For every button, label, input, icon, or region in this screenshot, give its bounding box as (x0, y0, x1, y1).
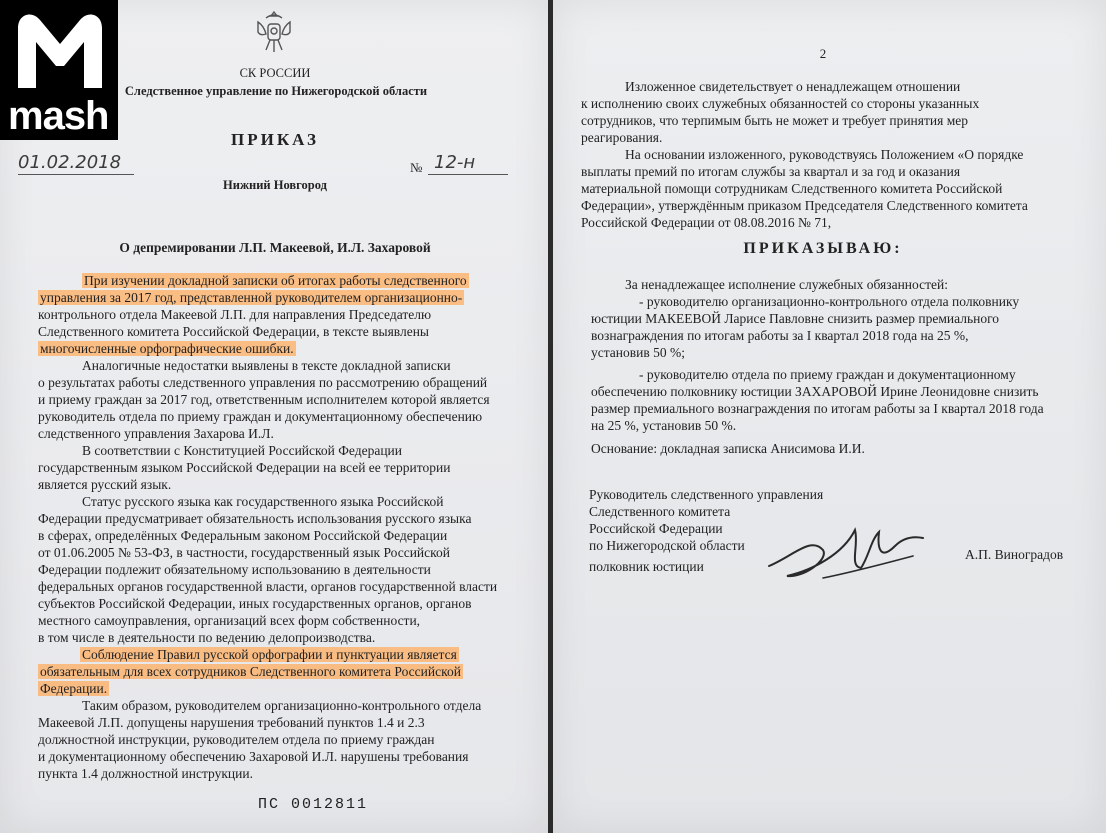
city-name: Нижний Новгород (223, 178, 327, 192)
order-line: - руководителю отдела по приему граждан и документационному (639, 367, 1016, 382)
body-line: управления за 2017 год, представленной руководителем организационно- (40, 290, 463, 305)
mash-logo (0, 0, 118, 140)
handwritten-date: 01.02.2018 (18, 152, 122, 173)
body-line: Федерации подлежит обязательному использованию в деятельности (38, 562, 431, 577)
body-line: в том числе в деятельности по ведению делопроизводства. (38, 630, 376, 645)
body-line: субъектов Российской Федерации, иных государственных органов, органов (38, 596, 472, 611)
order-line: установив 50 %; (591, 345, 685, 360)
body-line: Федерации. (40, 681, 108, 696)
body-line: к исполнению своих служебных обязанностей со стороны указанных (581, 96, 980, 111)
body-line: от 01.06.2005 № 53-ФЗ, в частности, государственный язык Российской (38, 545, 450, 560)
body-line: Макеевой Л.П. допущены нарушения требований пунктов 1.4 и 2.3 (38, 715, 425, 730)
order-heading: ПРИКАЗЫВАЮ: (743, 240, 903, 257)
signer-name: А.П. Виноградов (965, 547, 1064, 562)
body-line: в сферах, определённых Федеральным законом Российской Федерации (38, 528, 448, 543)
body-line: многочисленные орфографические ошибки. (40, 341, 294, 356)
body-line: и документационному обеспечению Захаровой И.Л. нарушены требования (38, 749, 469, 764)
body-line: пункта 1.4 должностной инструкции. (38, 766, 253, 781)
body-line: Следственного комитета Российской Федерации, в тексте выявлены (38, 324, 429, 339)
handwritten-number: 12-н (434, 152, 476, 173)
signer-rank: полковник юстиции (589, 559, 704, 574)
body-line: государственным языком Российской Федерации на всей ее территории (38, 460, 451, 475)
body-line: федеральных органов государственной власти, органов государственной власти (38, 579, 498, 594)
handwritten-signature (763, 516, 933, 588)
body-line: материальной помощи сотрудникам Следственного комитета Российской (581, 181, 1003, 196)
body-line: На основании изложенного, руководствуясь Положением «О порядке (625, 147, 1024, 162)
page-number: 2 (819, 46, 827, 61)
body-line: выплаты премий по итогам службы за квартал и за год и оказания (581, 164, 961, 179)
signature-title-line: Российской Федерации (589, 521, 723, 536)
body-line: В соответствии с Конституцией Российской Федерации (82, 443, 402, 458)
date-underline (18, 174, 134, 175)
number-prefix: № (410, 160, 423, 175)
body-line: о результатах работы следственного управления по рассмотрению обращений (38, 375, 488, 390)
number-underline (428, 174, 508, 175)
body-line: Таким образом, руководителем организационно-контрольного отдела (82, 698, 482, 713)
order-line: - руководителю организационно-контрольного отдела полковнику (639, 294, 1020, 309)
order-line: вознаграждения по итогам работы за I квартал 2018 года на 25 %, (591, 328, 969, 343)
body-line: сотрудников, что терпимым быть не может и требует принятия мер (581, 113, 968, 128)
order-line: За ненадлежащее исполнение служебных обязанностей: (625, 277, 948, 292)
serial-number: ПС 0012811 (258, 796, 369, 813)
department-name: Следственное управление по Нижегородской области (124, 84, 428, 98)
order-line: размер премиального вознаграждения по итогам работы за I квартал 2018 года (591, 401, 1044, 416)
body-line: Федерации», утверждённым приказом Председателя Следственного комитета (581, 198, 1028, 213)
body-line: руководитель отдела по приему граждан и документационному обеспечению (38, 409, 483, 424)
body-line: местного самоуправления, организаций всех форм собственности, (38, 613, 421, 628)
agency-name: СК РОССИИ (239, 66, 311, 80)
body-line: следственного управления Захарова И.Л. (38, 426, 274, 441)
body-line: При изучении докладной записки об итогах работы следственного (84, 273, 467, 288)
body-line: реагирования. (581, 130, 663, 145)
body-line: контрольного отдела Макеевой Л.П. для направления Председателю (38, 307, 432, 322)
body-line: обязательным для всех сотрудников Следственного комитета Российской (40, 664, 461, 679)
body-line: Аналогичные недостатки выявлены в тексте докладной записки (82, 358, 451, 373)
order-line: на 25 %, установив 50 %. (591, 418, 737, 433)
body-line: Статус русского языка как государственного языка Российской (82, 494, 444, 509)
body-line: и приему граждан за 2017 год, ответственным исполнителем которой является (38, 392, 490, 407)
signature-title-line: Руководитель следственного управления (589, 487, 824, 502)
order-subject: О депремировании Л.П. Макеевой, И.Л. Захаровой (119, 240, 431, 255)
right-document-page (553, 0, 1106, 833)
order-line: юстиции МАКЕЕВОЙ Ларисе Павловне снизить размер премиального (591, 311, 1000, 326)
mash-m-icon (14, 8, 106, 92)
coat-of-arms-icon (252, 8, 296, 58)
signature-title-line: Следственного комитета (589, 504, 731, 519)
body-line: должностной инструкции, руководителем отдела по приему граждан (38, 732, 435, 747)
order-line: обеспечению полковнику юстиции ЗАХАРОВОЙ Ирине Леонидовне снизить (591, 384, 1039, 399)
body-line: Российской Федерации от 08.08.2016 № 71, (581, 215, 832, 230)
body-line: Соблюдение Правил русской орфографии и пунктуации является (82, 647, 457, 662)
body-line: Федерации предусматривает обязательность использования русского языка (38, 511, 472, 526)
body-line: Изложенное свидетельствует о ненадлежащем отношении (625, 79, 961, 94)
basis-line: Основание: докладная записка Анисимова И.И. (591, 441, 865, 456)
body-line: является русский язык. (38, 477, 172, 492)
document-title: ПРИКАЗ (231, 130, 319, 149)
mash-logo-word: mash (8, 94, 109, 138)
signature-title-line: по Нижегородской области (589, 538, 745, 553)
